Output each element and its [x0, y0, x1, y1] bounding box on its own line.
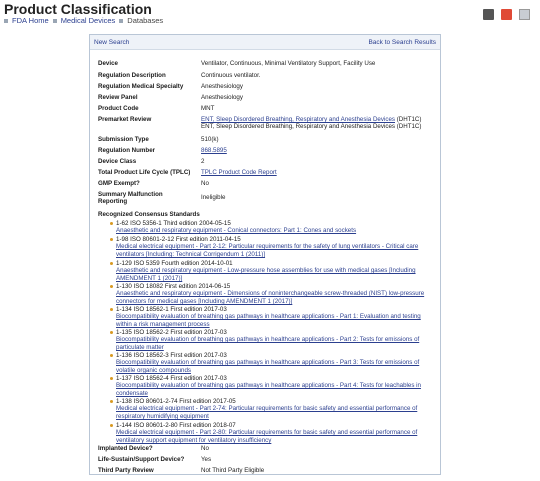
- third-party-label: Third Party Review: [98, 467, 154, 474]
- gmp-exempt-label: GMP Exempt?: [98, 180, 140, 187]
- pdf-icon[interactable]: [501, 9, 512, 20]
- third-party-value: Not Third Party Eligible: [201, 467, 265, 474]
- implanted-label: Implanted Device?: [98, 445, 153, 452]
- standard-id: 1-138 ISO 80601-2-74 First edition 2017-05: [116, 398, 236, 405]
- breadcrumb-medical-devices[interactable]: Medical Devices: [60, 16, 116, 25]
- standard-id: 1-129 ISO 5359 Fourth edition 2014-10-01: [116, 260, 233, 267]
- panel-header: [90, 35, 440, 50]
- bullet-icon: [110, 238, 113, 241]
- premarket-review-suffix: (DHT1C): [394, 116, 422, 123]
- standard-id: 1-62 ISO 5356-1 Third edition 2004-05-15: [116, 220, 231, 227]
- standard-link[interactable]: Biocompatibility evaluation of breathing gas pathways in healthcare applications - Part 1: Evaluation and testing within a risk management process: [116, 313, 421, 328]
- regulation-specialty-value: Anesthesiology: [201, 83, 243, 90]
- summary-malfunction-label: Summary Malfunction Reporting: [98, 191, 163, 206]
- regulation-description-value: Continuous ventilator.: [201, 72, 261, 79]
- breadcrumb-databases[interactable]: Databases: [127, 16, 164, 25]
- gmp-exempt-value: No: [201, 180, 209, 187]
- print-icon[interactable]: [483, 9, 494, 20]
- standard-link[interactable]: Biocompatibility evaluation of breathing gas pathways in healthcare applications - Part 4: Tests for leachables in condensate: [116, 382, 421, 397]
- standard-link[interactable]: Medical electrical equipment - Part 2-80: Particular requirements for basic safety and essential performance of ventilatory support equipment for ventilatory insufficiency: [116, 429, 418, 444]
- standard-id: 1-135 ISO 18562-2 First edition 2017-03: [116, 329, 227, 336]
- standard-id: 1-137 ISO 18562-4 First edition 2017-03: [116, 375, 227, 382]
- device-class-value: 2: [201, 158, 205, 165]
- submission-type-value: 510(k): [201, 136, 219, 143]
- bullet-icon: [110, 377, 113, 380]
- submission-type-label: Submission Type: [98, 136, 149, 143]
- product-code-value: MNT: [201, 105, 215, 112]
- premarket-review-value: [201, 116, 436, 131]
- standard-link[interactable]: Medical electrical equipment - Part 2-74: Particular requirements for basic safety and essential performance of respiratory humidifying equipment: [116, 405, 418, 420]
- standard-link[interactable]: Medical electrical equipment - Part 2-12: Particular requirements for the safety of lung ventilators - Critical care ventilators [Including: Technical Corrigendum 1 (2011)]: [116, 243, 419, 258]
- bullet-icon: [110, 262, 113, 265]
- breadcrumb-separator-icon: [119, 19, 123, 23]
- new-search-link[interactable]: New Search: [94, 38, 130, 46]
- tplc-report-link[interactable]: TPLC Product Code Report: [201, 169, 277, 176]
- breadcrumb-fda-home[interactable]: FDA Home: [12, 16, 49, 25]
- standard-id: 1-144 ISO 80601-2-80 First edition 2018-07: [116, 422, 236, 429]
- standard-link[interactable]: Anaesthetic and respiratory equipment - Low-pressure hose assemblies for use with medical gases [Including AMENDMENT 1 (2017)]: [116, 267, 416, 282]
- regulation-description-label: Regulation Description: [98, 72, 166, 79]
- breadcrumb-separator-icon: [4, 19, 8, 23]
- summary-malfunction-value: Ineligible: [201, 194, 226, 201]
- page-title: Product Classification: [4, 1, 152, 17]
- standard-link[interactable]: Biocompatibility evaluation of breathing gas pathways in healthcare applications - Part 3: Tests for emissions of volatile organic compounds: [116, 359, 420, 374]
- premarket-review-link[interactable]: ENT, Sleep Disordered Breathing, Respiratory and Anesthesia Devices: [201, 116, 395, 123]
- email-icon[interactable]: [519, 9, 530, 20]
- device-label: Device: [98, 60, 118, 67]
- life-sustain-value: Yes: [201, 456, 212, 463]
- life-sustain-label: Life-Sustain/Support Device?: [98, 456, 185, 463]
- bullet-icon: [110, 308, 113, 311]
- premarket-review-label: Premarket Review: [98, 116, 152, 123]
- premarket-review-line2: ENT, Sleep Disordered Breathing, Respiratory and Anesthesia Devices (DHT1C): [201, 123, 422, 131]
- standard-id: 1-134 ISO 18562-1 First edition 2017-03: [116, 306, 227, 313]
- product-code-label: Product Code: [98, 105, 139, 112]
- review-panel-label: Review Panel: [98, 94, 138, 101]
- regulation-specialty-label: Regulation Medical Specialty: [98, 83, 184, 90]
- standard-id: 1-130 ISO 18082 First edition 2014-06-15: [116, 283, 231, 290]
- tplc-label: Total Product Life Cycle (TPLC): [98, 169, 191, 176]
- review-panel-value: Anesthesiology: [201, 94, 243, 101]
- bullet-icon: [110, 354, 113, 357]
- bullet-icon: [110, 424, 113, 427]
- toolbar: [483, 9, 530, 20]
- bullet-icon: [110, 331, 113, 334]
- classification-panel: [89, 34, 441, 475]
- standard-link[interactable]: Anaesthetic and respiratory equipment - Conical connectors: Part 1: Cones and sockets: [116, 227, 357, 235]
- back-to-results-link[interactable]: Back to Search Results: [368, 38, 436, 46]
- device-class-label: Device Class: [98, 158, 137, 165]
- device-value: Ventilator, Continuous, Minimal Ventilatory Support, Facility Use: [201, 60, 376, 67]
- implanted-value: No: [201, 445, 209, 452]
- bullet-icon: [110, 222, 113, 225]
- standard-link[interactable]: Biocompatibility evaluation of breathing gas pathways in healthcare applications - Part 2: Tests for emissions of particulate matter: [116, 336, 420, 351]
- bullet-icon: [110, 400, 113, 403]
- breadcrumb: [4, 16, 163, 25]
- standard-id: 1-98 ISO 80601-2-12 First edition 2011-04-15: [116, 236, 241, 243]
- standard-id: 1-136 ISO 18562-3 First edition 2017-03: [116, 352, 227, 359]
- breadcrumb-separator-icon: [53, 19, 57, 23]
- regulation-number-link[interactable]: 868.5895: [201, 147, 227, 154]
- standard-link[interactable]: Anaesthetic and respiratory equipment - Dimensions of noninterchangeable screw-threaded (NIST) low-pressure connectors for medical gases [Including AMENDMENT 1 (2017)]: [116, 290, 425, 305]
- standards-label: Recognized Consensus Standards: [98, 211, 200, 218]
- regulation-number-label: Regulation Number: [98, 147, 156, 154]
- bullet-icon: [110, 285, 113, 288]
